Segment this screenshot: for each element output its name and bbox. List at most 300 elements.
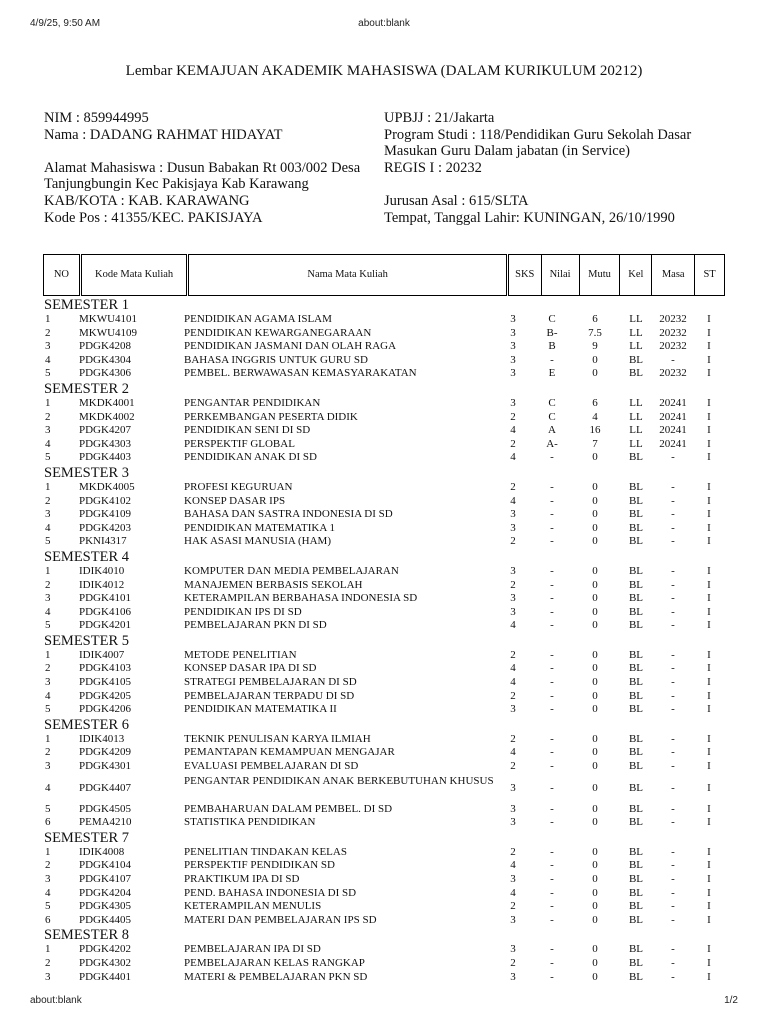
course-kode: PDGK4102	[79, 494, 131, 507]
course-st: I	[707, 913, 711, 926]
course-no: 4	[45, 781, 51, 794]
course-kode: PDGK4401	[79, 970, 131, 983]
course-mutu: 9	[592, 340, 598, 353]
course-masa: -	[671, 900, 675, 913]
course-kode: IDIK4013	[79, 732, 125, 745]
course-no: 5	[45, 535, 51, 548]
course-nama: PENDIDIKAN SENI DI SD	[184, 424, 311, 437]
course-masa: -	[671, 703, 675, 716]
regis: REGIS I : 20232	[384, 159, 482, 176]
course-masa: -	[671, 578, 675, 591]
course-nama: PEMBEL. BERWAWASAN KEMASYARAKATAN	[184, 367, 417, 380]
semester-heading: SEMESTER 6	[44, 716, 129, 733]
course-st: I	[707, 353, 711, 366]
course-nama: PENGANTAR PENDIDIKAN ANAK BERKEBUTUHAN KHUSUS	[184, 774, 494, 787]
course-kode: PDGK4203	[79, 521, 131, 534]
course-kode: PDGK4101	[79, 592, 131, 605]
program-studi-line-1: Program Studi : 118/Pendidikan Guru Sekolah Dasar	[384, 126, 692, 143]
course-masa: 20232	[659, 326, 687, 339]
course-nama: PENDIDIKAN MATEMATIKA 1	[184, 521, 335, 534]
course-kode: PDGK4204	[79, 886, 131, 899]
course-kel: LL	[629, 326, 643, 339]
course-mutu: 0	[592, 886, 598, 899]
course-sks: 3	[510, 564, 516, 577]
course-kode: PDGK4105	[79, 676, 131, 689]
course-mutu: 0	[592, 746, 598, 759]
course-kel: BL	[628, 845, 644, 858]
course-no: 4	[45, 689, 51, 702]
course-no: 1	[45, 396, 51, 409]
course-kode: PKNI4317	[79, 535, 127, 548]
course-kel: BL	[628, 676, 644, 689]
course-sks: 2	[510, 845, 516, 858]
course-list	[43, 297, 725, 984]
course-nama: PENELITIAN TINDAKAN KELAS	[184, 845, 347, 858]
course-no: 6	[45, 913, 51, 926]
semester-heading: SEMESTER 3	[44, 464, 129, 481]
course-kode: PDGK4107	[79, 873, 131, 885]
course-mutu: 0	[592, 605, 598, 618]
course-nama: PEND. BAHASA INDONESIA DI SD	[184, 886, 357, 899]
course-sks: 3	[510, 521, 516, 534]
course-no: 1	[45, 943, 51, 956]
course-row	[43, 508, 725, 522]
course-st: I	[707, 732, 711, 745]
program-studi-line-2: Masukan Guru Dalam jabatan (in Service)	[384, 143, 631, 160]
course-nilai: -	[550, 703, 554, 716]
course-mutu: 0	[592, 353, 598, 366]
course-nama: KETERAMPILAN MENULIS	[184, 900, 322, 913]
course-row	[43, 606, 725, 620]
course-no: 2	[45, 578, 51, 591]
course-no: 5	[45, 802, 51, 815]
header-mutu: Mutu	[579, 255, 620, 296]
course-no: 6	[45, 816, 51, 829]
course-kel: BL	[628, 367, 644, 380]
course-st: I	[707, 313, 711, 325]
course-no: 3	[45, 873, 51, 885]
course-st: I	[707, 760, 711, 773]
course-kel: BL	[628, 970, 644, 983]
course-masa: -	[671, 913, 675, 926]
course-st: I	[707, 424, 711, 437]
course-kode: PDGK4104	[79, 859, 131, 872]
course-nama: PROFESI KEGURUAN	[184, 480, 293, 493]
course-kode: PDGK4405	[79, 913, 131, 926]
semester-heading: SEMESTER 2	[44, 380, 129, 397]
course-row	[43, 957, 725, 971]
course-masa: -	[671, 494, 675, 507]
course-row	[43, 411, 725, 425]
course-nilai: -	[550, 451, 554, 464]
course-kode: MKDK4005	[79, 480, 135, 493]
course-nama: PERSPEKTIF GLOBAL	[184, 437, 295, 450]
course-row	[43, 846, 725, 860]
course-row	[43, 887, 725, 901]
course-st: I	[707, 970, 711, 983]
course-kode: PDGK4306	[79, 367, 131, 380]
course-sks: 3	[510, 943, 516, 956]
course-no: 5	[45, 703, 51, 716]
header-no: NO	[44, 255, 81, 296]
course-nilai: -	[550, 689, 554, 702]
course-st: I	[707, 943, 711, 956]
course-st: I	[707, 676, 711, 689]
course-st: I	[707, 326, 711, 339]
course-no: 2	[45, 746, 51, 759]
course-masa: 20241	[659, 396, 687, 409]
course-kode: PDGK4206	[79, 703, 131, 716]
course-nilai: -	[550, 760, 554, 773]
course-sks: 2	[510, 437, 516, 450]
course-row	[43, 313, 725, 327]
course-masa: 20241	[659, 410, 687, 423]
course-nilai: -	[550, 802, 554, 815]
header-st: ST	[695, 255, 725, 296]
course-nama: PEMBELAJARAN TERPADU DI SD	[184, 689, 355, 702]
address-line-2: Tanjungbungin Kec Pakisjaya Kab Karawang	[44, 176, 309, 193]
course-sks: 3	[510, 781, 516, 794]
course-st: I	[707, 845, 711, 858]
course-kode: PDGK4208	[79, 340, 131, 353]
course-mutu: 0	[592, 703, 598, 716]
course-nilai: -	[550, 564, 554, 577]
course-masa: -	[671, 760, 675, 773]
course-sks: 3	[510, 396, 516, 409]
course-masa: -	[671, 648, 675, 661]
course-kel: BL	[628, 494, 644, 507]
course-nama: PENDIDIKAN IPS DI SD	[184, 605, 302, 618]
course-kode: PDGK4209	[79, 746, 131, 759]
course-kode: PEMA4210	[79, 816, 132, 829]
course-mutu: 0	[592, 732, 598, 745]
course-nilai: -	[550, 746, 554, 759]
course-masa: 20232	[659, 367, 687, 380]
header-kode: Kode Mata Kuliah	[80, 255, 188, 296]
course-kel: LL	[629, 424, 643, 437]
course-sks: 2	[510, 535, 516, 548]
course-kel: BL	[628, 480, 644, 493]
course-nama: EVALUASI PEMBELAJARAN DI SD	[184, 760, 359, 773]
course-st: I	[707, 802, 711, 815]
course-kel: BL	[628, 353, 644, 366]
course-kode: PDGK4305	[79, 900, 131, 913]
course-kel: LL	[629, 437, 643, 450]
course-masa: -	[671, 970, 675, 983]
course-mutu: 0	[592, 521, 598, 534]
jurusan-asal: Jurusan Asal : 615/SLTA	[384, 192, 529, 209]
course-nilai: -	[550, 816, 554, 829]
course-st: I	[707, 859, 711, 872]
course-masa: 20241	[659, 424, 687, 437]
course-nilai: A-	[546, 437, 558, 450]
course-sks: 2	[510, 578, 516, 591]
course-st: I	[707, 886, 711, 899]
header-sks: SKS	[507, 255, 541, 296]
course-nilai: -	[550, 970, 554, 983]
course-mutu: 0	[592, 943, 598, 956]
course-kel: BL	[628, 913, 644, 926]
course-nilai: -	[550, 781, 554, 794]
course-row	[43, 774, 725, 803]
course-masa: -	[671, 605, 675, 618]
course-row	[43, 971, 725, 985]
course-mutu: 16	[589, 424, 601, 437]
course-row	[43, 914, 725, 928]
course-row	[43, 397, 725, 411]
course-st: I	[707, 873, 711, 885]
course-kel: BL	[628, 802, 644, 815]
course-masa: -	[671, 662, 675, 675]
course-sks: 4	[510, 676, 516, 689]
course-nama: KOMPUTER DAN MEDIA PEMBELAJARAN	[184, 564, 399, 577]
course-kel: LL	[629, 340, 643, 353]
course-masa: -	[671, 781, 675, 794]
course-st: I	[707, 900, 711, 913]
course-st: I	[707, 578, 711, 591]
course-nilai: -	[550, 845, 554, 858]
student-name: Nama : DADANG RAHMAT HIDAYAT	[44, 126, 283, 143]
course-kel: BL	[628, 760, 644, 773]
course-mutu: 0	[592, 900, 598, 913]
course-kel: BL	[628, 605, 644, 618]
course-mutu: 0	[592, 535, 598, 548]
course-mutu: 0	[592, 970, 598, 983]
course-no: 3	[45, 970, 51, 983]
course-nilai: -	[550, 913, 554, 926]
course-masa: -	[671, 564, 675, 577]
course-nilai: C	[548, 410, 556, 423]
course-nama: MATERI & PEMBELAJARAN PKN SD	[184, 970, 368, 983]
course-sks: 2	[510, 410, 516, 423]
course-kode: PDGK4301	[79, 760, 131, 773]
course-nilai: -	[550, 943, 554, 956]
course-masa: -	[671, 873, 675, 885]
course-mutu: 0	[592, 451, 598, 464]
print-page-number: 1/2	[724, 995, 738, 1006]
course-nama: BAHASA DAN SASTRA INDONESIA DI SD	[184, 508, 393, 521]
course-kode: PDGK4304	[79, 353, 131, 366]
course-nilai: -	[550, 676, 554, 689]
course-row	[43, 816, 725, 830]
course-st: I	[707, 494, 711, 507]
course-sks: 4	[510, 662, 516, 675]
course-masa: -	[671, 886, 675, 899]
course-no: 3	[45, 424, 51, 437]
course-nama: PEMBELAJARAN IPA DI SD	[184, 943, 321, 956]
course-sks: 3	[510, 913, 516, 926]
course-masa: -	[671, 535, 675, 548]
course-kode: IDIK4007	[79, 648, 125, 661]
course-nama: MATERI DAN PEMBELAJARAN IPS SD	[184, 913, 377, 926]
course-kel: BL	[628, 535, 644, 548]
course-masa: -	[671, 480, 675, 493]
course-nama: PENGANTAR PENDIDIKAN	[184, 396, 321, 409]
course-nilai: -	[550, 508, 554, 521]
course-nilai: -	[550, 535, 554, 548]
course-sks: 3	[510, 703, 516, 716]
course-kel: BL	[628, 859, 644, 872]
course-sks: 3	[510, 367, 516, 380]
course-nilai: -	[550, 578, 554, 591]
course-st: I	[707, 480, 711, 493]
course-kel: BL	[628, 619, 644, 632]
course-st: I	[707, 605, 711, 618]
course-mutu: 0	[592, 913, 598, 926]
course-masa: -	[671, 816, 675, 829]
semester-heading: SEMESTER 7	[44, 829, 129, 846]
course-nama: STRATEGI PEMBELAJARAN DI SD	[184, 676, 357, 689]
course-kel: BL	[628, 689, 644, 702]
course-masa: -	[671, 732, 675, 745]
course-sks: 3	[510, 816, 516, 829]
course-nilai: -	[550, 619, 554, 632]
course-row	[43, 579, 725, 593]
course-sks: 3	[510, 605, 516, 618]
course-sks: 2	[510, 689, 516, 702]
course-row	[43, 340, 725, 354]
course-mutu: 0	[592, 760, 598, 773]
course-st: I	[707, 781, 711, 794]
course-masa: -	[671, 943, 675, 956]
course-row	[43, 746, 725, 760]
course-nama: MANAJEMEN BERBASIS SEKOLAH	[184, 578, 363, 591]
course-nilai: B-	[546, 326, 558, 339]
course-nilai: -	[550, 521, 554, 534]
course-row	[43, 495, 725, 509]
course-nama: KONSEP DASAR IPA DI SD	[184, 662, 317, 675]
course-kode: PDGK4106	[79, 605, 131, 618]
course-sks: 2	[510, 760, 516, 773]
course-mutu: 6	[592, 396, 598, 409]
course-no: 3	[45, 592, 51, 605]
course-kode: IDIK4012	[79, 578, 125, 591]
course-masa: -	[671, 353, 675, 366]
course-no: 4	[45, 886, 51, 899]
course-kel: BL	[628, 592, 644, 605]
course-row	[43, 803, 725, 817]
course-mutu: 0	[592, 956, 598, 969]
course-no: 4	[45, 353, 51, 366]
course-masa: -	[671, 676, 675, 689]
course-kel: BL	[628, 900, 644, 913]
course-sks: 4	[510, 619, 516, 632]
course-kel: LL	[629, 410, 643, 423]
course-row	[43, 481, 725, 495]
course-no: 3	[45, 340, 51, 353]
course-row	[43, 900, 725, 914]
course-mutu: 0	[592, 480, 598, 493]
course-row	[43, 619, 725, 633]
course-mutu: 0	[592, 578, 598, 591]
course-mutu: 0	[592, 494, 598, 507]
course-masa: -	[671, 859, 675, 872]
course-no: 5	[45, 900, 51, 913]
course-sks: 4	[510, 886, 516, 899]
course-row	[43, 522, 725, 536]
course-mutu: 6	[592, 313, 598, 325]
course-st: I	[707, 437, 711, 450]
course-st: I	[707, 703, 711, 716]
course-nama: STATISTIKA PENDIDIKAN	[184, 816, 316, 829]
course-mutu: 0	[592, 676, 598, 689]
course-nama: PENDIDIKAN KEWARGANEGARAAN	[184, 326, 372, 339]
course-no: 1	[45, 564, 51, 577]
print-datetime: 4/9/25, 9:50 AM	[30, 18, 101, 29]
header-nilai: Nilai	[541, 255, 579, 296]
course-kode: MKWU4101	[79, 313, 138, 325]
course-masa: 20232	[659, 340, 687, 353]
course-mutu: 0	[592, 781, 598, 794]
course-st: I	[707, 619, 711, 632]
course-masa: -	[671, 592, 675, 605]
course-no: 3	[45, 508, 51, 521]
course-kel: BL	[628, 732, 644, 745]
course-no: 2	[45, 859, 51, 872]
course-row	[43, 703, 725, 717]
course-st: I	[707, 410, 711, 423]
course-kode: PDGK4202	[79, 943, 131, 956]
course-kode: PDGK4207	[79, 424, 131, 437]
course-nama: PERKEMBANGAN PESERTA DIDIK	[184, 410, 358, 423]
course-row	[43, 676, 725, 690]
course-kode: MKWU4109	[79, 326, 138, 339]
course-nilai: B	[548, 340, 556, 353]
course-nilai: -	[550, 886, 554, 899]
course-no: 2	[45, 662, 51, 675]
course-kel: BL	[628, 873, 644, 885]
course-sks: 2	[510, 480, 516, 493]
course-kode: PDGK4403	[79, 451, 131, 464]
course-kel: BL	[628, 648, 644, 661]
course-sks: 2	[510, 956, 516, 969]
course-st: I	[707, 746, 711, 759]
course-kel: BL	[628, 451, 644, 464]
course-st: I	[707, 689, 711, 702]
course-mutu: 7.5	[588, 326, 602, 339]
course-nama: PENDIDIKAN JASMANI DAN OLAH RAGA	[184, 340, 397, 353]
course-nama: PENDIDIKAN ANAK DI SD	[184, 451, 317, 464]
course-row	[43, 733, 725, 747]
course-no: 2	[45, 956, 51, 969]
address-line-1: Alamat Mahasiswa : Dusun Babakan Rt 003/002 Desa	[44, 159, 361, 176]
course-kode: PDGK4109	[79, 508, 131, 521]
course-kel: LL	[629, 313, 643, 325]
course-nilai: C	[548, 396, 556, 409]
course-masa: 20241	[659, 437, 687, 450]
course-row	[43, 662, 725, 676]
course-kel: BL	[628, 521, 644, 534]
print-footer-url: about:blank	[30, 995, 82, 1006]
course-nama: PENDIDIKAN MATEMATIKA II	[184, 703, 337, 716]
course-kel: BL	[628, 564, 644, 577]
course-nilai: -	[550, 662, 554, 675]
course-masa: -	[671, 508, 675, 521]
course-sks: 3	[510, 873, 516, 885]
course-nilai: -	[550, 859, 554, 872]
course-kel: BL	[628, 508, 644, 521]
course-nilai: E	[548, 367, 556, 380]
semester-heading: SEMESTER 8	[44, 927, 129, 944]
course-sks: 2	[510, 732, 516, 745]
course-row	[43, 760, 725, 774]
header-kel: Kel	[620, 255, 652, 296]
course-mutu: 0	[592, 508, 598, 521]
course-kel: BL	[628, 746, 644, 759]
course-kode: MKDK4001	[79, 396, 135, 409]
course-st: I	[707, 396, 711, 409]
course-nama: HAK ASASI MANUSIA (HAM)	[184, 535, 331, 548]
